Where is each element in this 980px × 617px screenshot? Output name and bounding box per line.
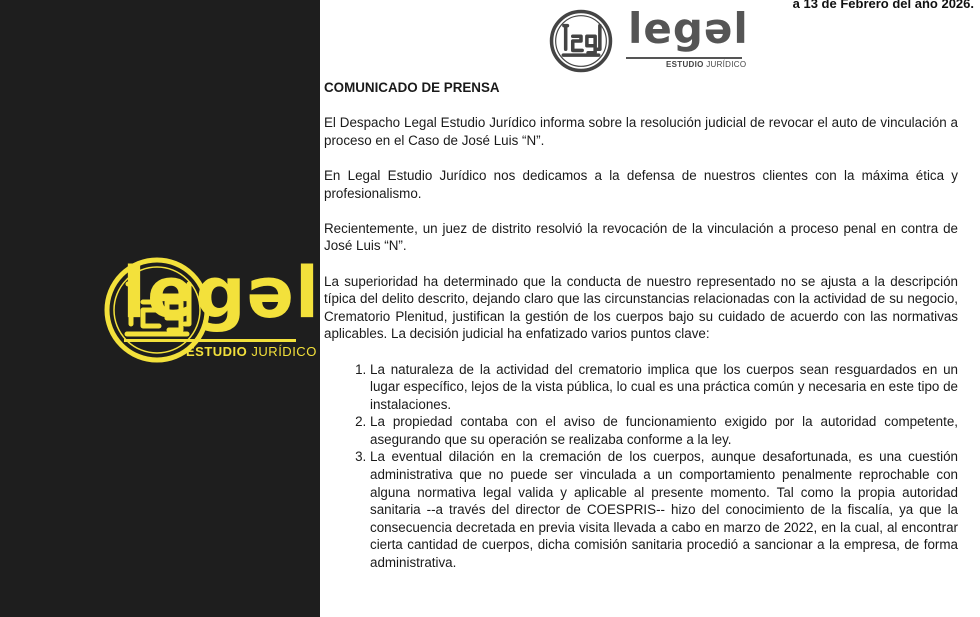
brand-subtitle-bold: ESTUDIO <box>186 344 248 359</box>
list-item: 3. La eventual dilación en la cremación de los cuerpos, aunque desafortunada, es una cuestión administrativa que no puede ser vinculada a un comportamiento penalmente reprochable con alguna normativa legal valida y aplicable al presente momento. Tal como la propia autoridad sanitaria --a través del director de COESPRIS-- hizo del conocimiento de la fiscalía, ya que la consecuencia decretada en previa visita llevada a cabo en marzo de 2022, en la cual, al encontrar cierta cantidad de cuerpos, dicha comisión sanitaria procedió a sancionar a la empresa, de forma administrativa. <box>370 448 958 571</box>
paragraph: El Despacho Legal Estudio Jurídico informa sobre la resolución judicial de revocar el auto de vinculación a proceso en el Caso de José Luis “N”. <box>324 115 958 148</box>
header-subtitle-bold: ESTUDIO <box>666 60 704 69</box>
document-heading: COMUNICADO DE PRENSA <box>324 80 500 95</box>
paragraph: Recientemente, un juez de distrito resolvió la revocación de la vinculación a proceso penal en contra de José Luis “N”. <box>324 220 958 254</box>
press-release-page <box>320 0 980 617</box>
header-wordmark: legəl <box>628 4 749 53</box>
list-item: 1. La naturaleza de la actividad del crematorio implica que los cuerpos sean resguardados en un lugar específico, lejos de la vista pública, lo cual es una práctica común y necesaria en este tipo de instalaciones. <box>370 361 958 414</box>
list-item: 2. La propiedad contaba con el aviso de funcionamiento exigido por la autoridad competente, asegurando que su operación se realizaba conforme a la ley. <box>370 413 958 448</box>
header-divider <box>626 57 742 59</box>
key-points-list <box>324 361 958 572</box>
header-subtitle-thin: JURÍDICO <box>706 60 747 69</box>
brand-subtitle <box>186 344 317 359</box>
paragraph: La superioridad ha determinado que la conducta de nuestro representado no se ajusta a la descripción típica del delito descrito, dejando claro que las circunstancias relacionadas con la actividad de su negocio, Crematorio Plenitud, justifican la gestión de los cuerpos bajo su cuidado de acuerdo con las normativas aplicables. La decisión judicial ha enfatizado varios puntos clave: <box>324 273 958 342</box>
brand-divider <box>124 339 296 342</box>
header-subtitle <box>666 60 746 69</box>
paragraph: En Legal Estudio Jurídico nos dedicamos a la defensa de nuestros clientes con la máxima ética y profesionalismo. <box>324 167 958 201</box>
legal-monogram-small-icon <box>548 8 614 74</box>
document-date: a 13 de Febrero del año 2026. <box>792 0 974 11</box>
brand-subtitle-thin: JURÍDICO <box>251 344 317 359</box>
document-body <box>324 79 958 572</box>
brand-panel <box>0 0 320 617</box>
brand-wordmark: legəl <box>122 252 321 334</box>
